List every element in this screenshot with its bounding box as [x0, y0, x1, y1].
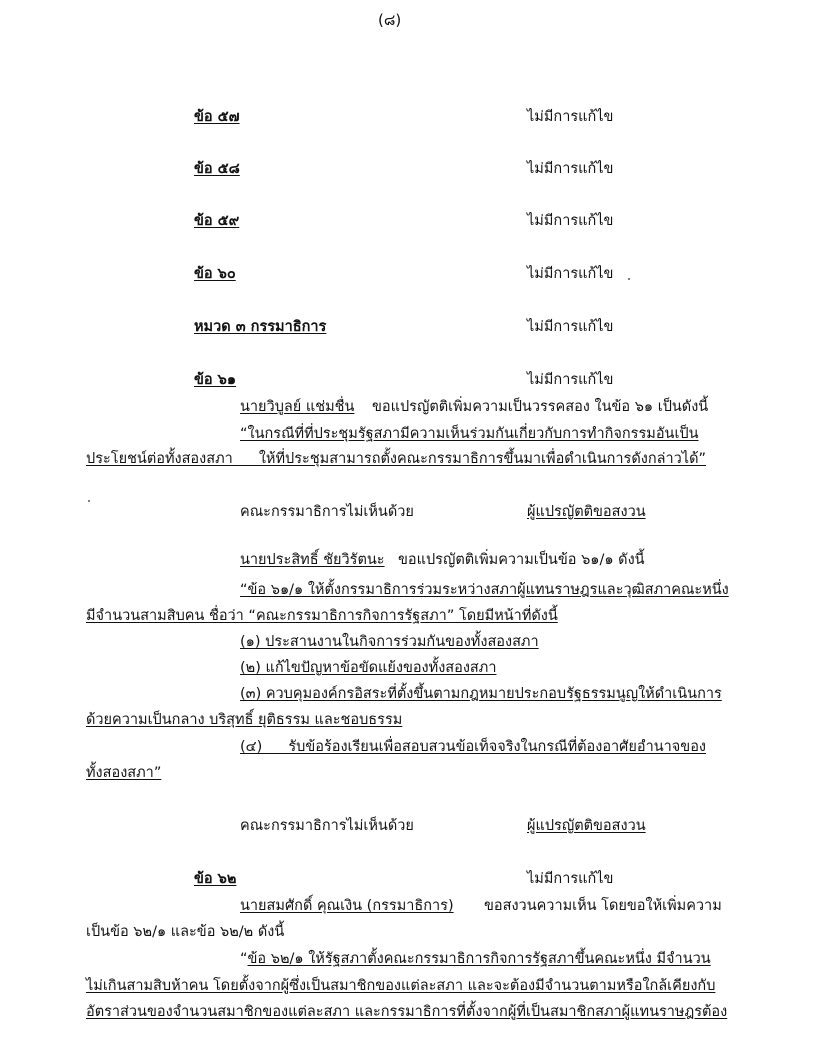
clause-58-label: ข้อ ๕๘	[194, 161, 240, 177]
amend2-text: ขอแปรญัตติเพิ่มความเป็นข้อ ๖๑/๑ ดังนี้	[398, 552, 645, 568]
amend3-text: ขอสงวนความเห็น โดยขอให้เพิ่มความ	[484, 898, 722, 914]
amend1-reservation: ผู้แปรญัตติขอสงวน	[527, 504, 646, 520]
clause-61-label: ข้อ ๖๑	[194, 372, 237, 388]
chapter-3-label: หมวด ๓ กรรมาธิการ	[194, 319, 327, 335]
amend1-quote-line2: ประโยชน์ต่อทั้งสองสภา ให้ที่ประชุมสามารถตั้งคณะกรรมาธิการขึ้นมาเพื่อดำเนินการดังกล่าวได้”	[86, 451, 706, 467]
clause-59-label: ข้อ ๕๙	[194, 213, 240, 229]
amend2-item4-line2: ทั้งสองสภา”	[86, 765, 162, 781]
clause-62-status: ไม่มีการแก้ไข	[527, 871, 614, 887]
amend1-committee-opinion: คณะกรรมาธิการไม่เห็นด้วย	[240, 504, 414, 520]
clause-57-label: ข้อ ๕๗	[194, 109, 240, 125]
amend3-line2: เป็นข้อ ๖๒/๑ และข้อ ๖๒/๒ ดังนี้	[86, 924, 285, 940]
clause-60-label: ข้อ ๖๐	[194, 266, 236, 282]
clause-62-label: ข้อ ๖๒	[194, 871, 237, 887]
amend2-line2: มีจำนวนสามสิบคน ชื่อว่า “คณะกรรมาธิการกิจการรัฐสภา” โดยมีหน้าที่ดังนี้	[86, 608, 558, 624]
chapter-3-status: ไม่มีการแก้ไข	[527, 319, 614, 335]
clause-61-status: ไม่มีการแก้ไข	[527, 372, 614, 388]
amend2-reservation: ผู้แปรญัตติขอสงวน	[527, 818, 646, 834]
amend2-item2: (๒) แก้ไขปัญหาข้อขัดแย้งของทั้งสองสภา	[240, 660, 497, 676]
amend1-name: นายวิบูลย์ แช่มชื่น	[240, 399, 355, 415]
amend3-quote-line	[240, 949, 711, 969]
clause-59-status: ไม่มีการแก้ไข	[527, 213, 614, 229]
amend3-line4: ไม่เกินสามสิบห้าคน โดยตั้งจากผู้ซึ่งเป็นสมาชิกของแต่ละสภา และจะต้องมีจำนวนตามหรือใกล้เคียงกับ	[86, 978, 716, 994]
amend3-line5: อัตราส่วนของจำนวนสมาชิกของแต่ละสภา และกรรมาธิการที่ตั้งจากผู้ที่เป็นสมาชิกสภาผู้แทนราษฎรต้อง	[86, 1004, 728, 1020]
amend2-item3-line2: ด้วยความเป็นกลาง บริสุทธิ์ ยุติธรรม และชอบธรรม	[86, 712, 403, 728]
amend3-name: นายสมศักดิ์ คุณเงิน (กรรมาธิการ)	[240, 898, 454, 914]
page-number: (๘)	[378, 11, 402, 29]
amend2-line1: “ข้อ ๖๑/๑ ให้ตั้งกรรมาธิการร่วมระหว่างสภาผู้แทนราษฎรและวุฒิสภาคณะหนึ่ง	[240, 582, 729, 598]
scan-speck	[628, 278, 630, 280]
amend2-name: นายประสิทธิ์ ชัยวิรัตนะ	[240, 552, 385, 568]
amend2-item3-line1: (๓) ควบคุมองค์กรอิสระที่ตั้งขึ้นตามกฎหมายประกอบรัฐธรรมนูญให้ดำเนินการ	[240, 686, 722, 702]
amend3-quote-label: ข้อ ๖๒/๑	[247, 951, 304, 967]
amend2-item1: (๑) ประสานงานในกิจการร่วมกันของทั้งสองสภา	[240, 634, 539, 650]
scan-speck	[88, 500, 90, 502]
clause-57-status: ไม่มีการแก้ไข	[527, 109, 614, 125]
clause-60-status: ไม่มีการแก้ไข	[527, 266, 614, 282]
amend2-item4-line1: (๔) รับข้อร้องเรียนเพื่อสอบสวนข้อเท็จจริงในกรณีที่ต้องอาศัยอำนาจของ	[240, 739, 706, 755]
amend1-quote-line1: “ในกรณีที่ที่ประชุมรัฐสภามีความเห็นร่วมกันเกี่ยวกับการทำกิจกรรมอันเป็น	[240, 426, 699, 442]
clause-58-status: ไม่มีการแก้ไข	[527, 161, 614, 177]
amend2-committee-opinion: คณะกรรมาธิการไม่เห็นด้วย	[240, 818, 414, 834]
amend3-quote-open: “	[240, 951, 248, 967]
amend3-quote-rest: ให้รัฐสภาตั้งคณะกรรมาธิการกิจการรัฐสภาขึ้นคณะหนึ่ง มีจำนวน	[303, 951, 711, 967]
amend1-text: ขอแปรญัตติเพิ่มความเป็นวรรคสอง ในข้อ ๖๑ เป็นดังนี้	[372, 399, 709, 415]
